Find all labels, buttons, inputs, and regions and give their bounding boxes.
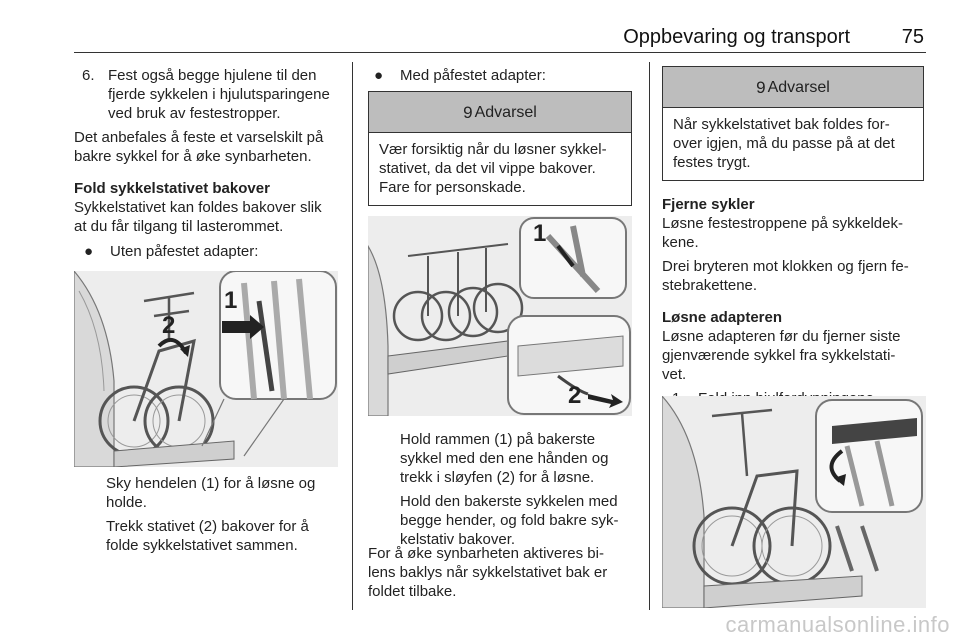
column-2 — [368, 66, 634, 600]
warning-line: stativet, da det vil vippe bakover. — [379, 160, 596, 177]
caption-line: begge hender, og fold bakre syk- — [400, 512, 619, 529]
watermark: carmanualsonline.info — [725, 612, 950, 637]
paragraph-fold — [74, 198, 342, 236]
column-3 — [662, 66, 926, 408]
column-divider-1 — [352, 62, 353, 610]
warning-body — [369, 133, 631, 205]
caption-line: Hold rammen (1) på bakerste — [400, 431, 596, 448]
warning-symbol: 9 — [756, 77, 766, 97]
caption-line: holde. — [106, 494, 147, 511]
caption-line: Hold den bakerste sykkelen med — [400, 493, 618, 510]
text-line: Løsne adapteren før du fjerner siste — [662, 328, 901, 345]
figure-label-2: 2 — [568, 382, 582, 409]
caption-line: Sky hendelen (1) for å løsne og — [106, 475, 316, 492]
heading-fold-back: Fold sykkelstativet bakover — [74, 180, 270, 197]
figure-adapter-release — [368, 216, 632, 416]
caption-line: Trekk stativet (2) bakover for å — [106, 518, 309, 535]
page-title: Oppbevaring og transport — [623, 26, 850, 48]
column-divider-2 — [649, 62, 650, 610]
step-6 — [74, 66, 342, 123]
text-line: Løsne festestroppene på sykkeldek- — [662, 215, 903, 232]
paragraph-tail-lights — [368, 544, 634, 601]
caption-line: trekk i sløyfen (2) for å løsne. — [400, 469, 595, 486]
figure-label-1: 1 — [533, 220, 547, 247]
paragraph-adapter — [662, 327, 926, 384]
warning-line: Fare for personskade. — [379, 179, 526, 196]
header-rule — [74, 52, 926, 53]
warning-title: Advarsel — [767, 78, 830, 96]
caption-block-2 — [400, 430, 636, 549]
paragraph-straps — [662, 214, 926, 252]
text-line: stebrakettene. — [662, 277, 758, 294]
caption-line: sykkel med den ene hånden og — [400, 450, 609, 467]
text-line: at du får tilgang til lasterommet. — [74, 218, 284, 235]
warning-line: Når sykkelstativet bak foldes for- — [673, 116, 890, 133]
paragraph-signage — [74, 128, 342, 166]
figure-bike-rack-fold — [74, 271, 338, 467]
bullet-dot: ● — [84, 243, 94, 260]
column-1 — [74, 66, 342, 554]
warning-header — [663, 67, 923, 108]
text-line: bakre sykkel for å øke synbarheten. — [74, 148, 312, 165]
text-line: Det anbefales å feste et varselskilt på — [74, 129, 324, 146]
text-line: gjenværende sykkel fra sykkelstati- — [662, 347, 896, 364]
warning-line: Vær forsiktig når du løsner sykkel- — [379, 141, 607, 158]
step-6-line: Fest også begge hjulene til den — [108, 67, 317, 84]
figure-label-1: 1 — [224, 287, 238, 314]
caption-line: folde sykkelstativet sammen. — [106, 537, 298, 554]
heading-release-adapter: Løsne adapteren — [662, 309, 783, 326]
wheel-holders-illustration — [662, 396, 926, 608]
bullet-text: Med påfestet adapter: — [400, 67, 546, 84]
text-line: lens baklys når sykkelstativet bak er — [368, 564, 608, 581]
text-line: vet. — [662, 366, 687, 383]
text-line: Drei bryteren mot klokken og fjern fe- — [662, 258, 909, 275]
bike-rack-illustration — [74, 271, 338, 467]
figure-wheel-holders — [662, 396, 926, 608]
warning-box-secure — [662, 66, 924, 181]
text-line: Sykkelstativet kan foldes bakover slik — [74, 199, 322, 216]
paragraph-brackets — [662, 257, 926, 295]
warning-line: over igjen, må du passe på at det — [673, 135, 895, 152]
heading-remove-bikes: Fjerne sykler — [662, 196, 755, 213]
bullet-text: Uten påfestet adapter: — [110, 243, 259, 260]
bullet-dot: ● — [374, 67, 384, 84]
warning-symbol: 9 — [463, 102, 473, 122]
warning-header — [369, 92, 631, 133]
text-line: For å øke synbarheten aktiveres bi- — [368, 545, 604, 562]
warning-box-tilt — [368, 91, 632, 206]
adapter-release-illustration — [368, 216, 632, 416]
caption-line: kelstativ bakover. — [400, 531, 516, 548]
warning-title: Advarsel — [474, 103, 537, 121]
step-6-number: 6. — [82, 67, 95, 84]
text-line: kene. — [662, 234, 699, 251]
text-line: foldet tilbake. — [368, 583, 457, 600]
page-number: 75 — [901, 26, 924, 48]
bullet-with-adapter — [368, 66, 634, 85]
caption-block-1 — [106, 474, 342, 555]
warning-body — [663, 108, 923, 180]
step-6-line: fjerde sykkelen i hjulutsparingene — [108, 86, 330, 103]
warning-line: festes trygt. — [673, 154, 751, 171]
bullet-without-adapter — [74, 242, 342, 261]
step-6-line: ved bruk av festestropper. — [108, 105, 281, 122]
figure-label-2: 2 — [162, 312, 176, 339]
